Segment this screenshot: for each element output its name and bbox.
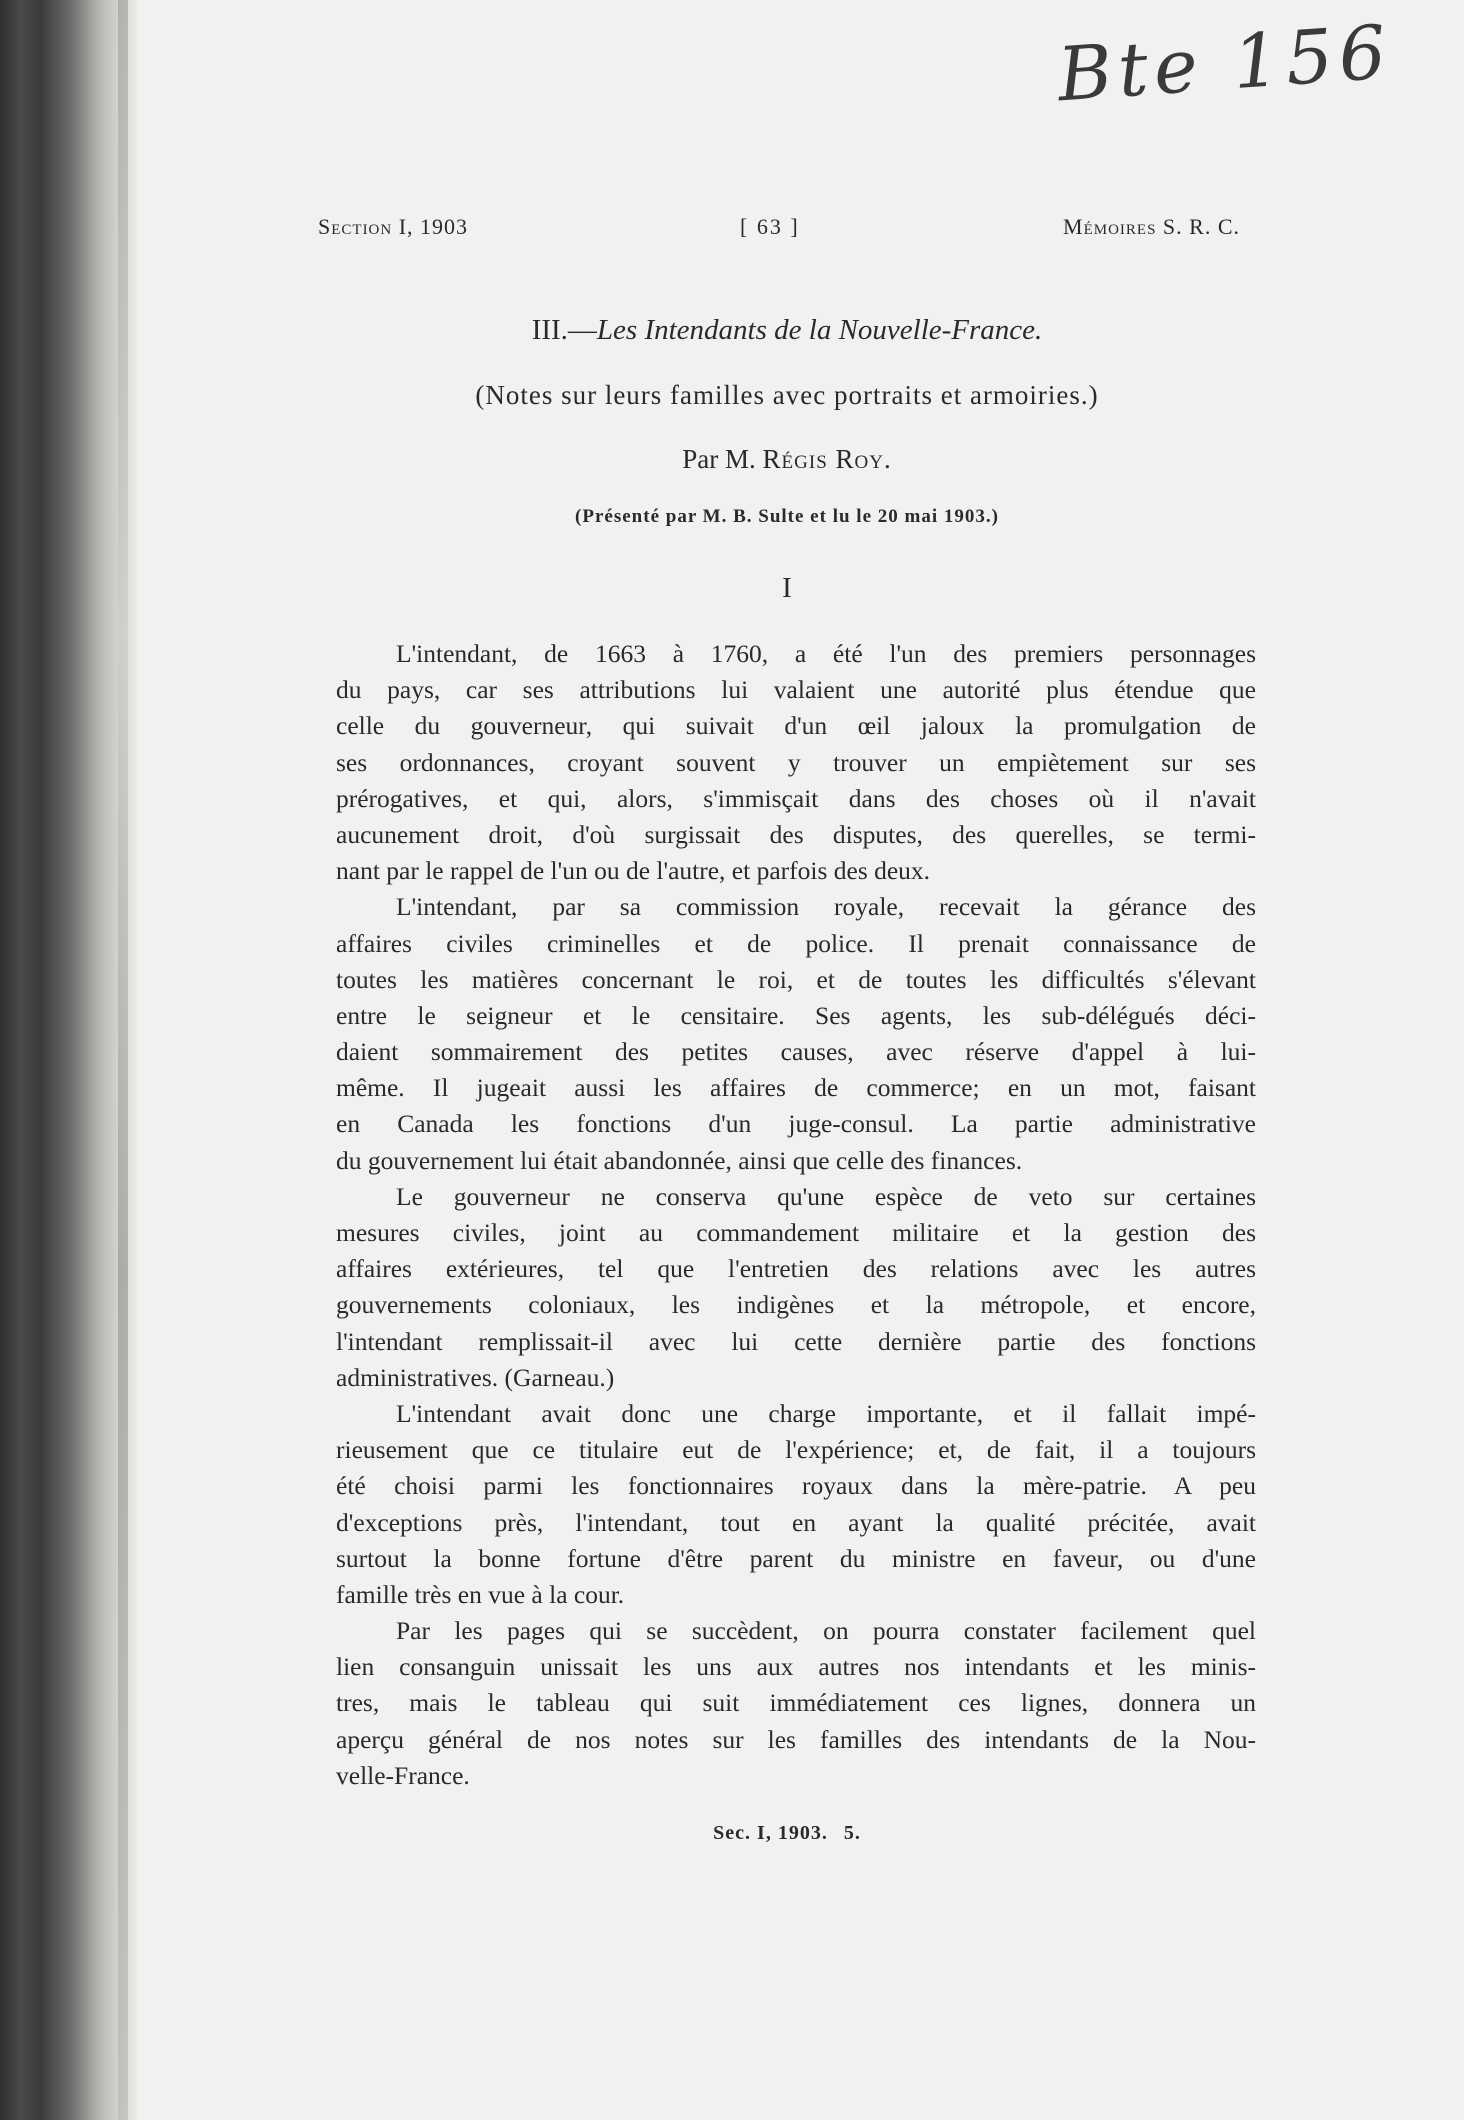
paragraph-line: nant par le rappel de l'un ou de l'autre, et parfois des deux. <box>336 856 931 886</box>
paragraph-line: l'intendant remplissait-il avec lui cette dernière partie des fonctions <box>336 1326 1256 1356</box>
paragraph-line: aperçu général de nos notes sur les familles des intendants de la Nou- <box>336 1724 1256 1754</box>
article-number: III.— <box>531 314 597 346</box>
paragraph-line: prérogatives, et qui, alors, s'immisçait dans des choses où il n'avait <box>336 783 1256 813</box>
paragraph-line: administratives. (Garneau.) <box>336 1362 615 1392</box>
paragraph-line: affaires extérieures, tel que l'entretien des relations avec les autres <box>336 1254 1256 1284</box>
paragraph-line: surtout la bonne fortune d'être parent du ministre en faveur, ou d'une <box>336 1543 1256 1573</box>
author-name: Régis Roy. <box>762 444 892 474</box>
paragraph-line: en Canada les fonctions d'un juge-consul. La partie administrative <box>336 1109 1256 1139</box>
article-body <box>336 636 1256 1794</box>
header-page-number: [ 63 ] <box>740 214 800 239</box>
paragraph-line: lien consanguin unissait les uns aux autres nos intendants et les minis- <box>336 1652 1256 1682</box>
section-number: I <box>782 572 792 604</box>
presentation-note: (Présenté par M. B. Sulte et lu le 20 mai 1903.) <box>575 506 999 527</box>
paragraph-line: Le gouverneur ne conserva qu'une espèce de veto sur certaines <box>396 1181 1256 1211</box>
paragraph-line: toutes les matières concernant le roi, et de toutes les difficultés s'élevant <box>336 964 1256 994</box>
footer-section: Sec. I, 1903. <box>713 1822 828 1844</box>
running-header <box>318 214 1240 244</box>
paragraph-line: affaires civiles criminelles et de police. Il prenait connaissance de <box>336 928 1256 958</box>
paragraph-line: entre le seigneur et le censitaire. Ses agents, les sub-délégués déci- <box>336 1000 1256 1030</box>
paragraph-line: aucunement droit, d'où surgissait des disputes, des querelles, se termi- <box>336 819 1256 849</box>
paragraph-line: Par les pages qui se succèdent, on pourra constater facilement quel <box>396 1616 1256 1646</box>
article-author <box>318 444 1256 475</box>
paragraph-line: daient sommairement des petites causes, avec réserve d'appel à lui- <box>336 1037 1256 1067</box>
footer-signature: 5. <box>843 1822 861 1844</box>
paragraph-line: L'intendant avait donc une charge importante, et il fallait impé- <box>396 1398 1256 1428</box>
paragraph-line: d'exceptions près, l'intendant, tout en ayant la qualité précitée, avait <box>336 1507 1256 1537</box>
header-section: Section I, 1903 <box>318 214 469 239</box>
paragraph-line: du pays, car ses attributions lui valaient une autorité plus étendue que <box>336 675 1256 705</box>
paragraph-line: celle du gouverneur, qui suivait d'un œil jaloux la promulgation de <box>336 711 1256 741</box>
page-footer <box>318 1822 1256 1845</box>
article-subtitle: (Notes sur leurs familles avec portraits et armoiries.) <box>475 380 1099 410</box>
paragraph-line: tres, mais le tableau qui suit immédiatement ces lignes, donnera un <box>336 1688 1256 1718</box>
paragraph-line: L'intendant, par sa commission royale, recevait la gérance des <box>396 892 1256 922</box>
paragraph-line: mesures civiles, joint au commandement militaire et la gestion des <box>336 1218 1256 1247</box>
paragraph-line: gouvernements coloniaux, les indigènes et la métropole, et encore, <box>336 1290 1256 1320</box>
paragraph-line: velle-France. <box>336 1760 470 1790</box>
author-prefix: Par M. <box>682 444 756 474</box>
article-title <box>318 314 1256 347</box>
handwritten-shelf-mark: Bte 156 <box>1054 9 1395 119</box>
paragraph-line: même. Il jugeait aussi les affaires de commerce; en un mot, faisant <box>336 1073 1256 1103</box>
paragraph-line: famille très en vue à la cour. <box>336 1579 625 1609</box>
paragraph-line: L'intendant, de 1663 à 1760, a été l'un des premiers personnages <box>396 639 1256 668</box>
paragraph-line: du gouvernement lui était abandonnée, ainsi que celle des finances. <box>336 1145 1023 1175</box>
paragraph-line: été choisi parmi les fonctionnaires royaux dans la mère-patrie. A peu <box>336 1471 1256 1501</box>
binding-shadow <box>118 0 128 2120</box>
paragraph-line: ses ordonnances, croyant souvent y trouver un empiètement sur ses <box>336 747 1256 777</box>
article-title-text: Les Intendants de la Nouvelle-France. <box>596 314 1043 346</box>
paragraph-line: rieusement que ce titulaire eut de l'expérience; et, de fait, il a toujours <box>336 1435 1256 1465</box>
header-publication: Mémoires S. R. C. <box>1063 214 1240 239</box>
